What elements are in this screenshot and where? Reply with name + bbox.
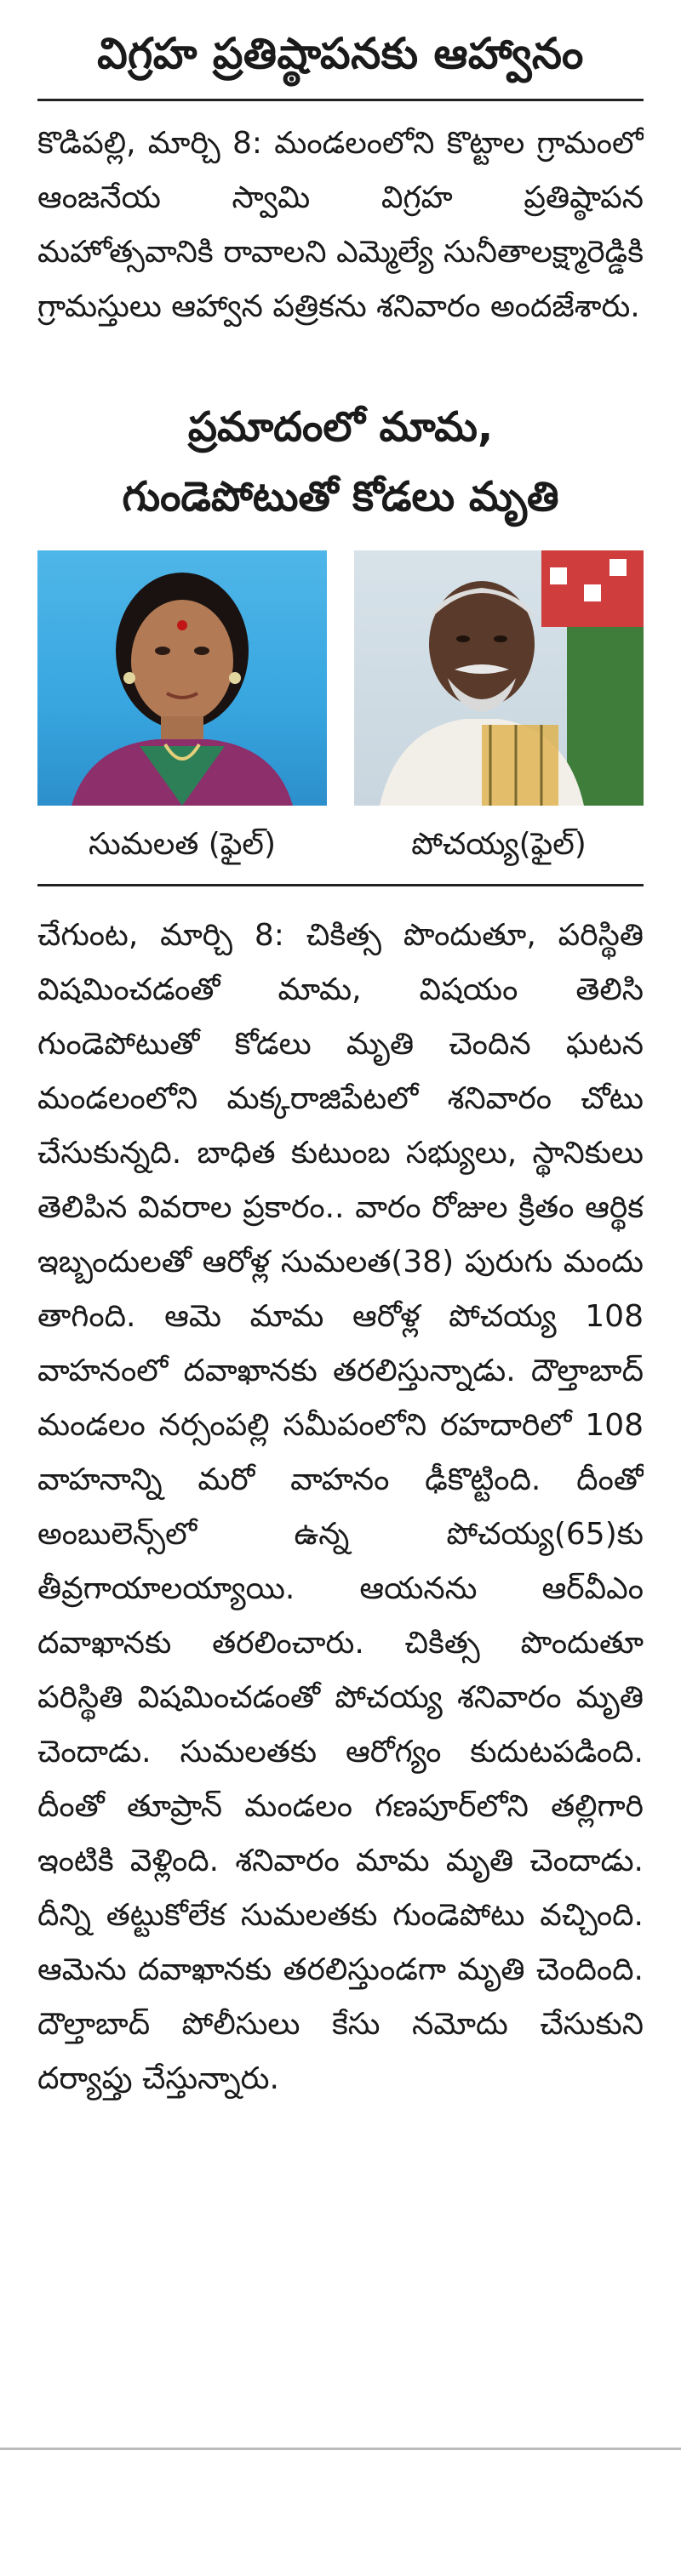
article2-body: చేగుంట, మార్చి 8: చికిత్స పొందుతూ, పరిస్థితి విషమించడంతో మామ, విషయం తెలిసి గుండెపోటుతో కోడలు మృతి చెందిన ఘటన మండలంలోని మక్కరాజిపేటలో శనివారం చోటు చేసుకున్నది. బాధిత కుటుంబ సభ్యులు, స్థానికులు తెలిపిన వివరాల ప్రకారం.. వారం రోజుల క్రితం ఆర్థిక ఇబ్బందులతో ఆరోళ్ల సుమలత(38) పురుగు మందు తాగింది. ఆమె మామ ఆరోళ్ల పోచయ్య 108 వాహనంలో దవాఖానకు తరలిస్తున్నాడు. దౌల్తాబాద్ మండలం నర్సంపల్లి సమీపంలోని రహదారిలో 108 వాహనాన్ని మరో వాహనం ఢీకొట్టింది. దీంతో అంబులెన్స్‌లో ఉన్న పోచయ్య(65)కు తీవ్రగాయాలయ్యాయి. ఆయనను ఆర్‌వీఎం దవాఖానకు తరలించారు. చికిత్స పొందుతూ పరిస్థితి విషమించడంతో పోచయ్య శనివారం మృతి చెందాడు. సుమలతకు ఆరోగ్యం కుదుటపడింది. దీంతో తూప్రాన్ మండలం గణపూర్‌లోని తల్లిగారి ఇంటికి వెళ్లింది. శనివారం మామ మృతి చెందాడు. దీన్ని తట్టుకోలేక సుమలతకు గుండెపోటు వచ్చింది. ఆమెను దవాఖానకు తరలిస్తుండగా మృతి చెందింది. దౌల్తాబాద్ పోలీసులు కేసు నమోదు చేసుకుని దర్యాప్తు చేస్తున్నారు.	[37, 918, 644, 2096]
photo-woman	[37, 550, 327, 806]
photo-caption-woman: సుమలత (ఫైల్)	[88, 827, 276, 862]
article2-headline	[37, 392, 644, 532]
article2-headline-line2: గుండెపోటుతో కోడలు మృతి	[122, 473, 559, 521]
woman-portrait-image	[37, 550, 327, 806]
caption-divider	[37, 884, 644, 886]
photo-man	[354, 550, 644, 806]
photo-caption-man: పోచయ్య(ఫైల్)	[411, 827, 587, 862]
article1-body: కొడిపల్లి, మార్చి 8: మండలంలోని కొట్టాల గ్రామంలో ఆంజనేయ స్వామి విగ్రహ ప్రతిష్ఠాపన మహోత్సవానికి రావాలని ఎమ్మెల్యే సునీతాలక్ష్మారెడ్డికి గ్రామస్తులు ఆహ్వాన పత్రికను శనివారం అందజేశారు.	[37, 126, 644, 324]
man-portrait-image	[354, 550, 644, 806]
photo-row	[37, 550, 644, 806]
headline-divider	[37, 99, 644, 101]
article2-headline-line1: ప్రమాదంలో మామ,	[187, 403, 494, 451]
photo-captions	[37, 821, 644, 869]
article1-headline: విగ్రహ ప్రతిష్ఠాపనకు ఆహ్వానం	[97, 29, 584, 78]
bottom-border	[0, 2448, 681, 2450]
